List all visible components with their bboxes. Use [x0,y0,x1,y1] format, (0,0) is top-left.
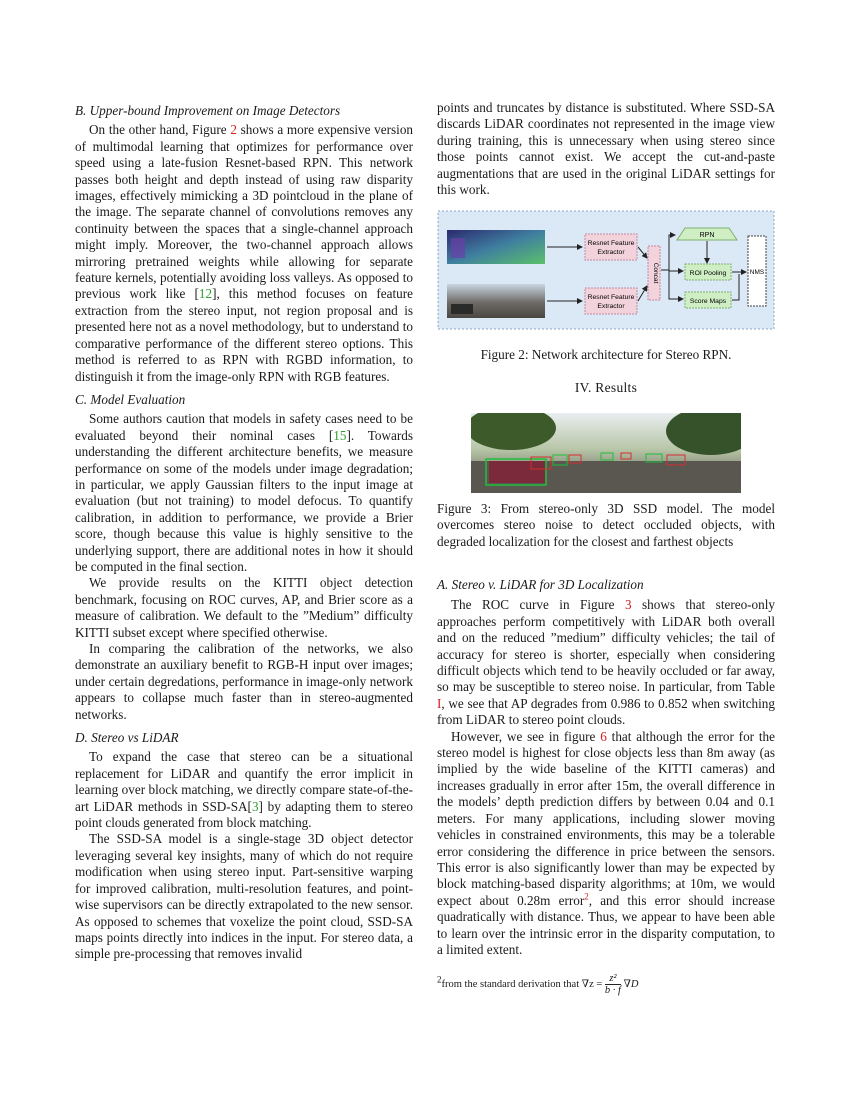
figure-6-link[interactable]: 6 [600,728,607,744]
roi-pooling-label: ROI Pooling [689,270,727,277]
section-c-paragraph-3: In comparing the calibration of the networks, we also demonstrate an auxiliary benefit to RGB-H input over images; under certain degredations, performance in image-only network appears to collapse much faster than in stereo-augmented networks. [75,641,413,722]
section-c-paragraph-2: We provide results on the KITTI object detection benchmark, focusing on ROC curves, AP, and Brier score as a measure of calibration. We default to the ”Medium” difficulty KITTI subset except where specified otherwise. [75,575,413,640]
resnet-extractor-top-label-1: Resnet Feature [587,240,635,247]
rgb-input-car [451,304,473,314]
figure-2-caption: Figure 2: Network architecture for Stereo RPN. [480,347,732,362]
section-d-paragraph-2: The SSD-SA model is a single-stage 3D object detector leveraging several key insights, many of which do not require modification when using stereo input. Part-sensitive warping for improved calibration, multi-resolution features, and point-wise supervisors can be directly extrapolated to the new sensor. As opposed to schemes that voxelize the point cloud, SSD-SA maps points directly into indices in the input. For stereo data, a simple pre-processing that removes invalid [75,831,413,962]
figure-3-link[interactable]: 3 [624,597,632,613]
section-c-heading: C. Model Evaluation [75,391,186,407]
section-a-heading: A. Stereo v. LiDAR for 3D Localization [437,577,644,592]
section-a-paragraph-1: The ROC curve in Figure 3 shows that stereo-only approaches perform competitively with LiDAR both overall and on the reduced ”medium” difficulty vehicles; the tail of accuracy for stereo is shorter, especially when considering difficult objects which tend to be heavily occluded or far away, so may be susceptible to stereo noise. In particular, from Table I, we see that AP degrades from 0.986 to 0.852 when switching from LiDAR to stereo point clouds. [437,597,776,728]
figure-3-caption: Figure 3: From stereo-only 3D SSD model. The model overcomes stereo noise to detect occluded objects, with degraded localization for the closest and farthest objects [437,501,775,549]
car-near-left [489,461,545,483]
nms-label: NMS [749,269,765,276]
section-b-heading: B. Upper-bound Improvement on Image Detectors [75,103,341,118]
citation-3-link[interactable]: 3 [251,798,259,814]
citation-12-link[interactable]: 12 [198,286,213,302]
section-d-heading: D. Stereo vs LiDAR [75,730,179,746]
table-1-link[interactable]: I [437,695,442,711]
resnet-extractor-top-label-2: Extractor [597,249,625,256]
section-d-paragraph-1: To expand the case that stereo can be a situational replacement for LiDAR and quantify the error implicit in learning over block matching, we directly compare state-of-the-art LiDAR methods in SSD-SA[3] by adapting them to stereo point clouds generated from block matching. [75,749,413,831]
right-column-top [437,100,775,198]
figure-2-network-diagram [437,210,775,330]
citation-15-link[interactable]: 15 [333,427,347,443]
score-maps-label: Score Maps [689,298,727,305]
footnote-2-marker[interactable]: 2 [584,891,589,902]
left-column [75,100,413,963]
right-column-section-a [437,577,775,958]
right-top-paragraph: points and truncates by distance is substituted. Where SSD-SA discards LiDAR coordinates not represented in the image view during training, this is unnecessary when using stereo since those points cannot exist. We accept the cut-and-paste augmentations that are used in the original LiDAR settings for this work. [437,100,775,198]
rgbd-input-image-detail [451,238,465,258]
section-iv-heading: IV. Results [574,380,638,395]
section-b-paragraph: On the other hand, Figure 2 shows a more expensive version of multimodal learning that optimizes for performance over speed using a late-fusion Resnet-based RPN. This network passes both height and depth instead of using raw disparity images, effectively mimicking a 3D pointcloud in the plane of the image. The separate channel of convolutions removes any continuity between the spaces that a single-channel approach might imply. Moreover, the two-channel approach allows mirroring pretrained weights while allowing for separate feature kernels, potentially avoiding loss valleys. As opposed to previous work like [12], this method focuses on feature extraction from the stereo input, not region proposal and is presented here not as a novel methodology, but to understand to comparative performance of the different stereo options. This method is referred to as RPN with RGBD information, to distinguish it from the image-only RPN with RGB features. [75,122,414,384]
footnote-2: $^2$from the standard derivation that ∇z = $\frac{\text{z²}}{b \cdot f}$ ∇D [437,973,639,996]
rpn-label: RPN [699,232,715,239]
concat-label: Concat [652,262,659,284]
figure-2-link[interactable]: 2 [230,122,237,138]
resnet-extractor-bottom [585,288,637,314]
footnote-fraction: $\frac{\text{z²}}{b \cdot f}$ [604,973,621,996]
figure-3-detection-image [471,413,741,493]
resnet-extractor-bottom-label-2: Extractor [597,303,625,310]
resnet-extractor-bottom-label-1: Resnet Feature [587,294,635,301]
section-c-paragraph-1: Some authors caution that models in safety cases need to be evaluated beyond their nominal cases [15]. Towards understanding the different architecture benefits, we measure performance on some of the models under image degradation; in particular, we apply Gaussian filters to the input image at evaluation (but not training) to model defocus. To quantify calibration, in addition to performance, we provide a Brier score, though because this value is highly sensitive to the underlying support, there are additional notes in how it should be computed in the final section. [75,411,414,574]
resnet-extractor-top [585,234,637,260]
section-a-paragraph-2: However, we see in figure 6 that although the error for the stereo model is highest for close objects less than 8m away (as implied by the wide baseline of the KITTI cameras) and increases gradually in error after 15m, the overall difference in the models’ depth prediction differs by between 0.04 and 0.1 meters. For many applications, including slower moving vehicles in constrained environments, this may be a tolerable error considering the difference in price between the sensors. This error is also significantly lower than may be expected by block matching-based disparity algorithms; at 10m, we would expect about 0.28m error$^2$, and this error should increase quadratically with distance. Thus, we appear to have been able to learn over the intrinsic error in the disparity computation, to a limited extent. [437,728,776,957]
